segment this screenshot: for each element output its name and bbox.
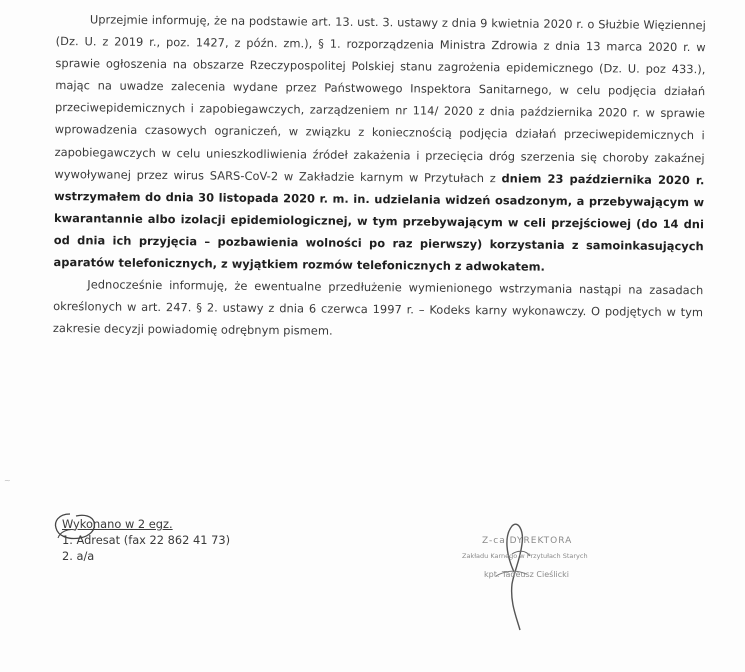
- signature-stamp: [456, 514, 636, 634]
- scan-speck: ~: [4, 476, 11, 485]
- letter-body: [53, 8, 706, 346]
- paragraph-main-text: Uprzejmie informuję, że na podstawie art. 13. ust. 3. ustawy z dnia 9 kwietnia 2020 r. o Służbie Więziennej (Dz. U. z 2019 r., poz. 1427, z późn. zm.), § 1. rozporządzenia Ministra Zdrowia z dnia 13 marca 2020 r. w sprawie ogłoszenia na obszarze Rzeczypospolitej Polskiej stanu zagrożenia epidemicznego (Dz. U. poz 433.), mając na uwadze zalecenia wydane przez Państwowego Inspektora Sanitarnego, w celu podjęcia działań przeciwepidemicznych i zapobiegawczych, zarządzeniem nr 114/ 2020 z dnia października 2020 r. w sprawie wprowadzenia czasowych ograniczeń, w związku z koniecznością podjęcia działań przeciwepidemicznych i zapobiegawczych w celu unieszkodliwienia źródeł zakażenia i przecięcia dróg szerzenia się choroby zakaźnej wywoływanej przez wirus SARS-CoV-2 w Zakładzie karnym w Przytułach z: [54, 12, 706, 185]
- paragraph-main-bold: dniem 23 października 2020 r. wstrzymałem do dnia 30 listopada 2020 r. m. in. udzielania widzeń osadzonym, a przebywającym w kwarantannie albo izolacji epidemiologicznej, w tym przebywającym w celi przejściowej (do 14 dni od dnia ich przyjęcia – pozbawienia wolności po raz pierwszy) korzystania z samoinkasujących aparatów telefonicznych, z wyjątkiem rozmów telefonicznych z adwokatem.: [53, 170, 705, 274]
- stamp-name: kpt. Tadeusz Cieślicki: [484, 570, 569, 579]
- handwritten-circle-icon: [50, 508, 110, 548]
- paragraph-extension: [53, 273, 704, 346]
- stamp-institution: Zakładu Karnego w Przytułach Starych: [462, 552, 588, 560]
- copies-item: 2. a/a: [62, 549, 95, 563]
- stamp-title: Z-ca DYREKTORA: [482, 536, 573, 546]
- copies-header: Wykonano w 2 egz.: [62, 517, 173, 531]
- paragraph-main: [53, 8, 706, 279]
- paragraph-extension-text: Jednocześnie informuję, że ewentualne przedłużenie wymienionego wstrzymania nastąpi na zasadach określonych w art. 247. § 2. ustawy z dnia 6 czerwca 1997 r. – Kodeks karny wykonawczy. O podjętych w tym zakresie decyzji powiadomię odrębnym pismem.: [52, 277, 704, 338]
- copies-item: 1. Adresat (fax 22 862 41 73): [62, 533, 231, 547]
